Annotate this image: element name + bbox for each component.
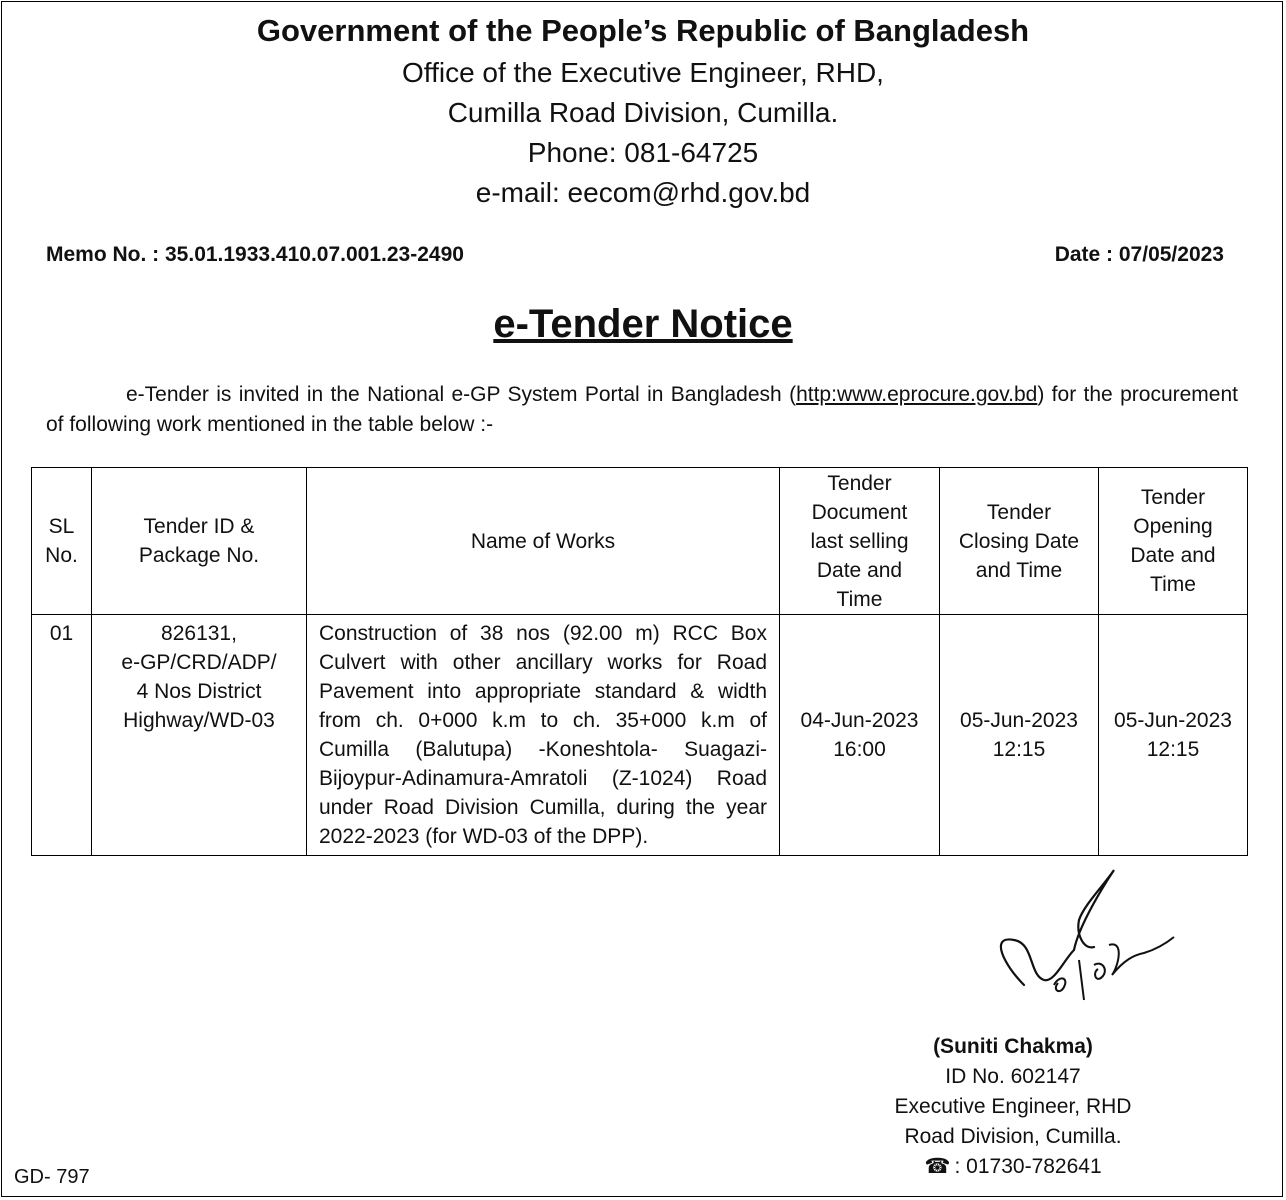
cell-name-of-works: Construction of 38 nos (92.00 m) RCC Box Culvert with other ancillary works for Road Pavement into appropriate standard & width from ch. 0+000 k.m to ch. 35+000 k.m of Cumilla (Balutupa) -Koneshtola- Suagazi-Bijoypur-Adinamura-Amratoli (Z-1024) Road under Road Division Cumilla, during the year 2022-2023 (for WD-03 of the DPP). — [307, 615, 780, 856]
table-header-row — [32, 468, 1248, 615]
cell-selling-date: 04-Jun-2023 16:00 — [780, 615, 940, 856]
header-closing-date: Tender Closing Date and Time — [940, 468, 1099, 615]
office-line: Office of the Executive Engineer, RHD, — [402, 57, 884, 88]
tender-table — [31, 467, 1248, 856]
division-line: Cumilla Road Division, Cumilla. — [447, 97, 839, 128]
footer-code: GD- 797 — [14, 1166, 90, 1188]
signatory-division: Road Division, Cumilla. — [904, 1125, 1122, 1148]
signatory-id: ID No. 602147 — [945, 1065, 1081, 1088]
header-tender-id: Tender ID & Package No. — [92, 468, 307, 615]
header-opening-date: Tender Opening Date and Time — [1099, 468, 1248, 615]
phone-icon: ☎ — [924, 1155, 951, 1178]
signatory-name: (Suniti Chakma) — [933, 1035, 1093, 1058]
memo-date: Date : 07/05/2023 — [1054, 243, 1224, 266]
email-line: e-mail: eecom@rhd.gov.bd — [475, 177, 811, 208]
cell-opening-date: 05-Jun-2023 12:15 — [1099, 615, 1248, 856]
signatory-designation: Executive Engineer, RHD — [894, 1095, 1132, 1118]
eprocure-link[interactable]: http:www.eprocure.gov.bd — [796, 383, 1038, 406]
header-name-of-works: Name of Works — [307, 468, 780, 615]
intro-paragraph — [46, 380, 1238, 440]
cell-closing-date: 05-Jun-2023 12:15 — [940, 615, 1099, 856]
phone-line: Phone: 081-64725 — [527, 137, 759, 168]
intro-text-2: ) for the procurement of following work mentioned in the table below :- — [46, 383, 1238, 436]
cell-tender-id: 826131, e-GP/CRD/ADP/ 4 Nos District Highway/WD-03 — [92, 615, 307, 856]
table-row — [32, 615, 1248, 856]
cell-sl: 01 — [32, 615, 92, 856]
intro-text-1: e-Tender is invited in the National e-GP System Portal in Bangladesh ( — [126, 383, 797, 406]
header-selling-date: Tender Document last selling Date and Time — [780, 468, 940, 615]
signature-image — [984, 865, 1184, 1025]
notice-title: e-Tender Notice — [493, 302, 793, 346]
memo-number: Memo No. : 35.01.1933.410.07.001.23-2490 — [46, 243, 464, 266]
government-heading: Government of the People’s Republic of Bangladesh — [256, 13, 1030, 48]
signatory-phone: ☎ : 01730-782641 — [880, 1152, 1146, 1182]
header-sl: SL No. — [32, 468, 92, 615]
